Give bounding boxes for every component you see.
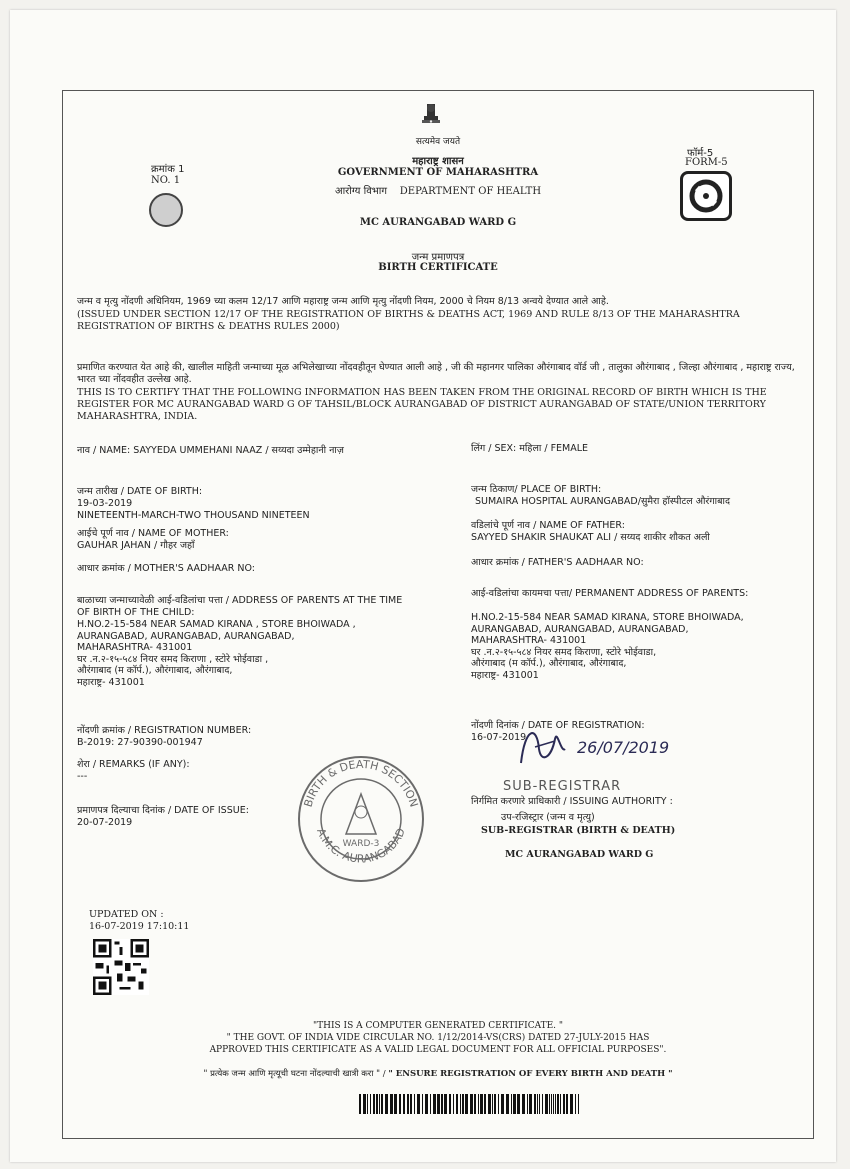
dob-value: 19-03-2019	[77, 498, 133, 509]
issuing-authority-office: MC AURANGABAD WARD G	[505, 849, 654, 860]
dob-label: जन्म तारीख / DATE OF BIRTH:	[77, 486, 203, 497]
serial-label-mr: क्रमांक 1	[151, 164, 185, 175]
updated-on-label: UPDATED ON :	[89, 909, 164, 920]
qr-code-icon	[93, 939, 149, 995]
registrar-signature	[515, 719, 675, 769]
address-line: महाराष्ट्र- 431001	[471, 669, 539, 681]
govt-circular-note: " THE GOVT. OF INDIA VIDE CIRCULAR NO. 1/12/2014-VS(CRS) DATED 27-JULY-2015 HAS	[226, 1033, 650, 1043]
title-en: BIRTH CERTIFICATE	[378, 262, 498, 273]
approved-note: APPROVED THIS CERTIFICATE AS A VALID LEGAL DOCUMENT FOR ALL OFFICIAL PURPOSES".	[209, 1045, 667, 1055]
pob-label: जन्म ठिकाण/ PLACE OF BIRTH:	[471, 484, 602, 495]
birth-address-label-line1: बाळाच्या जन्माच्यावेळी आई-वडिलांचा पत्ता / ADDRESS OF PARENTS AT THE TIME	[77, 595, 403, 606]
issuing-authority-en: SUB-REGISTRAR (BIRTH & DEATH)	[481, 825, 676, 836]
updated-on-value: 16-07-2019 17:10:11	[89, 921, 190, 932]
ashoka-emblem-icon	[416, 101, 446, 131]
registration-date-value: 16-07-2019	[471, 732, 527, 743]
signature-date: 26/07/2019	[577, 738, 670, 757]
issue-date-label: प्रमाणपत्र दिल्याचा दिनांक / DATE OF ISSUE:	[77, 805, 249, 816]
address-line: AURANGABAD, AURANGABAD, AURANGABAD,	[77, 630, 295, 642]
birth-address-label-line2: OF BIRTH OF THE CHILD:	[77, 606, 195, 618]
address-line: MAHARASHTRA- 431001	[471, 635, 587, 646]
father-aadhaar: आधार क्रमांक / FATHER'S AADHAAR NO:	[471, 557, 644, 568]
svg-text:BIRTH & DEATH SECTION	[302, 758, 421, 809]
dob-words: NINETEENTH-MARCH-TWO THOUSAND NINETEEN	[77, 510, 310, 521]
mother-name-label: आईचे पूर्ण नाव / NAME OF MOTHER:	[77, 528, 229, 539]
issuing-authority-label: निर्गमित करणारे प्राधिकारी / ISSUING AUTHORITY :	[471, 796, 673, 807]
address-line: औरंगाबाद (म कॉर्प.), औरंगाबाद, औरंगाबाद,	[77, 665, 233, 676]
remarks-value: ---	[77, 771, 88, 782]
certify-statement-mr: प्रमाणित करण्यात येत आहे की, खालील माहिती जन्माच्या मूळ अभिलेखाच्या नोंदवहीतून घेण्यात आली आहे , जी की महानगर पालिका औरंगाबाद वॉर्ड जी , तालुका औरंगाबाद , जिल्हा औरंगाबाद , महाराष्ट्र राज्य, भारत च्या नोंदवहीत उल्लेख आहे.	[77, 362, 795, 385]
sub-registrar-stamp-text: SUB-REGISTRAR	[503, 779, 622, 794]
permanent-address	[471, 612, 744, 681]
address-line: H.NO.2-15-584 NEAR SAMAD KIRANA, STORE BHOIWADA,	[471, 612, 744, 623]
issuing-authority-mr: उप-रजिस्ट्रार (जन्म व मृत्यु)	[501, 812, 595, 823]
address-line: घर .न.२-१५-५८४ नियर समद किराणा , स्टोरे भोईवाडा ,	[77, 653, 269, 665]
legal-statement-en: (ISSUED UNDER SECTION 12/17 OF THE REGISTRATION OF BIRTHS & DEATHS ACT, 1969 AND RULE 8/13 OF THE MAHARASHTRA REGISTRATION OF BIRTHS & DEATHS RULES 2000)	[77, 309, 740, 332]
registration-number-label: नोंदणी क्रमांक / REGISTRATION NUMBER:	[77, 725, 252, 736]
certificate-paper	[10, 10, 836, 1162]
issue-date-value: 20-07-2019	[77, 817, 133, 828]
ensure-registration-mr: " प्रत्येक जन्म आणि मृत्यूची घटना नोंदल्याची खात्री करा "	[203, 1069, 381, 1079]
serial-label-en: NO. 1	[151, 175, 181, 186]
pob-value: SUMAIRA HOSPITAL AURANGABAD/सुमैरा हॉस्पीटल औरंगाबाद	[475, 496, 731, 507]
stamp-ring-bottom: A.M.C. AURANGABAD	[314, 826, 408, 866]
stamp-ring-top: BIRTH & DEATH SECTION	[301, 757, 421, 809]
registration-number-value: B-2019: 27-90390-001947	[77, 737, 203, 748]
ensure-registration-line	[63, 1068, 813, 1079]
address-line: MAHARASHTRA- 431001	[77, 642, 193, 653]
remarks-label: शेरा / REMARKS (IF ANY):	[77, 759, 190, 770]
permanent-address-label: आई-वडिलांचा कायमचा पत्ता/ PERMANENT ADDRESS OF PARENTS:	[471, 588, 749, 599]
child-name: नाव / NAME: SAYYEDA UMMEHANI NAAZ / सय्यदा उम्मेहानी नाज़	[77, 445, 344, 456]
legal-statement-mr: जन्म व मृत्यु नोंदणी अधिनियम, 1969 च्या कलम 12/17 आणि महाराष्ट्र जन्म आणि मृत्यु नोंदणी नियम, 2000 चे नियम 8/13 अन्वये देण्यात आले आहे.	[77, 296, 609, 307]
form-label-en: FORM-5	[685, 157, 728, 168]
mother-name-value: GAUHAR JAHAN / गौहर जहाँ	[77, 540, 195, 551]
father-name-value: SAYYED SHAKIR SHAUKAT ALI / सय्यद शाकीर शौकत अली	[471, 532, 710, 543]
registration-date-label: नोंदणी दिनांक / DATE OF REGISTRATION:	[471, 720, 645, 731]
address-line: महाराष्ट्र- 431001	[77, 676, 145, 688]
birth-address	[77, 619, 356, 688]
title-mr: जन्म प्रमाणपत्र	[411, 252, 465, 263]
ensure-separator: /	[382, 1069, 386, 1079]
father-name-label: वडिलांचे पूर्ण नाव / NAME OF FATHER:	[471, 520, 625, 531]
govt-name-mr: महाराष्ट्र शासन	[412, 156, 464, 167]
certificate-frame	[62, 90, 814, 1139]
birth-address-label	[77, 595, 402, 618]
form5-logo-icon	[680, 171, 732, 221]
address-line: H.NO.2-15-584 NEAR SAMAD KIRANA , STORE BHOIWADA ,	[77, 619, 356, 630]
address-line: औरंगाबाद (म कॉर्प.), औरंगाबाद, औरंगाबाद,	[471, 658, 627, 669]
office-name: MC AURANGABAD WARD G	[359, 217, 517, 228]
form-label-mr: फॉर्म-5	[687, 148, 714, 159]
department-mr: आरोग्य विभाग	[334, 186, 388, 197]
child-sex: लिंग / SEX: महिला / FEMALE	[471, 443, 589, 454]
address-line: AURANGABAD, AURANGABAD, AURANGABAD,	[471, 623, 689, 635]
department-en: DEPARTMENT OF HEALTH	[399, 186, 542, 197]
certify-statement-en: THIS IS TO CERTIFY THAT THE FOLLOWING INFORMATION HAS BEEN TAKEN FROM THE ORIGINAL RECORD OF BIRTH WHICH IS THE REGISTER FOR MC AURANGABAD WARD G OF TAHSIL/BLOCK AURANGABAD OF DISTRICT AURANGABAD OF STATE/UNION TERRITORY MAHARASHTRA, INDIA.	[77, 387, 767, 422]
emblem-motto: सत्यमेव जयते	[415, 137, 461, 147]
address-line: घर .न.२-१५-५८४ नियर समद किराणा, स्टोरे भोईवाडा,	[471, 646, 657, 658]
stamp-center: WARD-3	[342, 839, 380, 849]
ensure-registration-en: " ENSURE REGISTRATION OF EVERY BIRTH AND DEATH "	[388, 1069, 673, 1079]
birth-death-section-stamp	[296, 754, 426, 884]
computer-generated-note: "THIS IS A COMPUTER GENERATED CERTIFICATE. "	[312, 1021, 564, 1031]
govt-name-en: GOVERNMENT OF MAHARASHTRA	[337, 167, 539, 178]
mother-aadhaar: आधार क्रमांक / MOTHER'S AADHAAR NO:	[77, 563, 255, 574]
barcode-icon	[359, 1094, 583, 1114]
